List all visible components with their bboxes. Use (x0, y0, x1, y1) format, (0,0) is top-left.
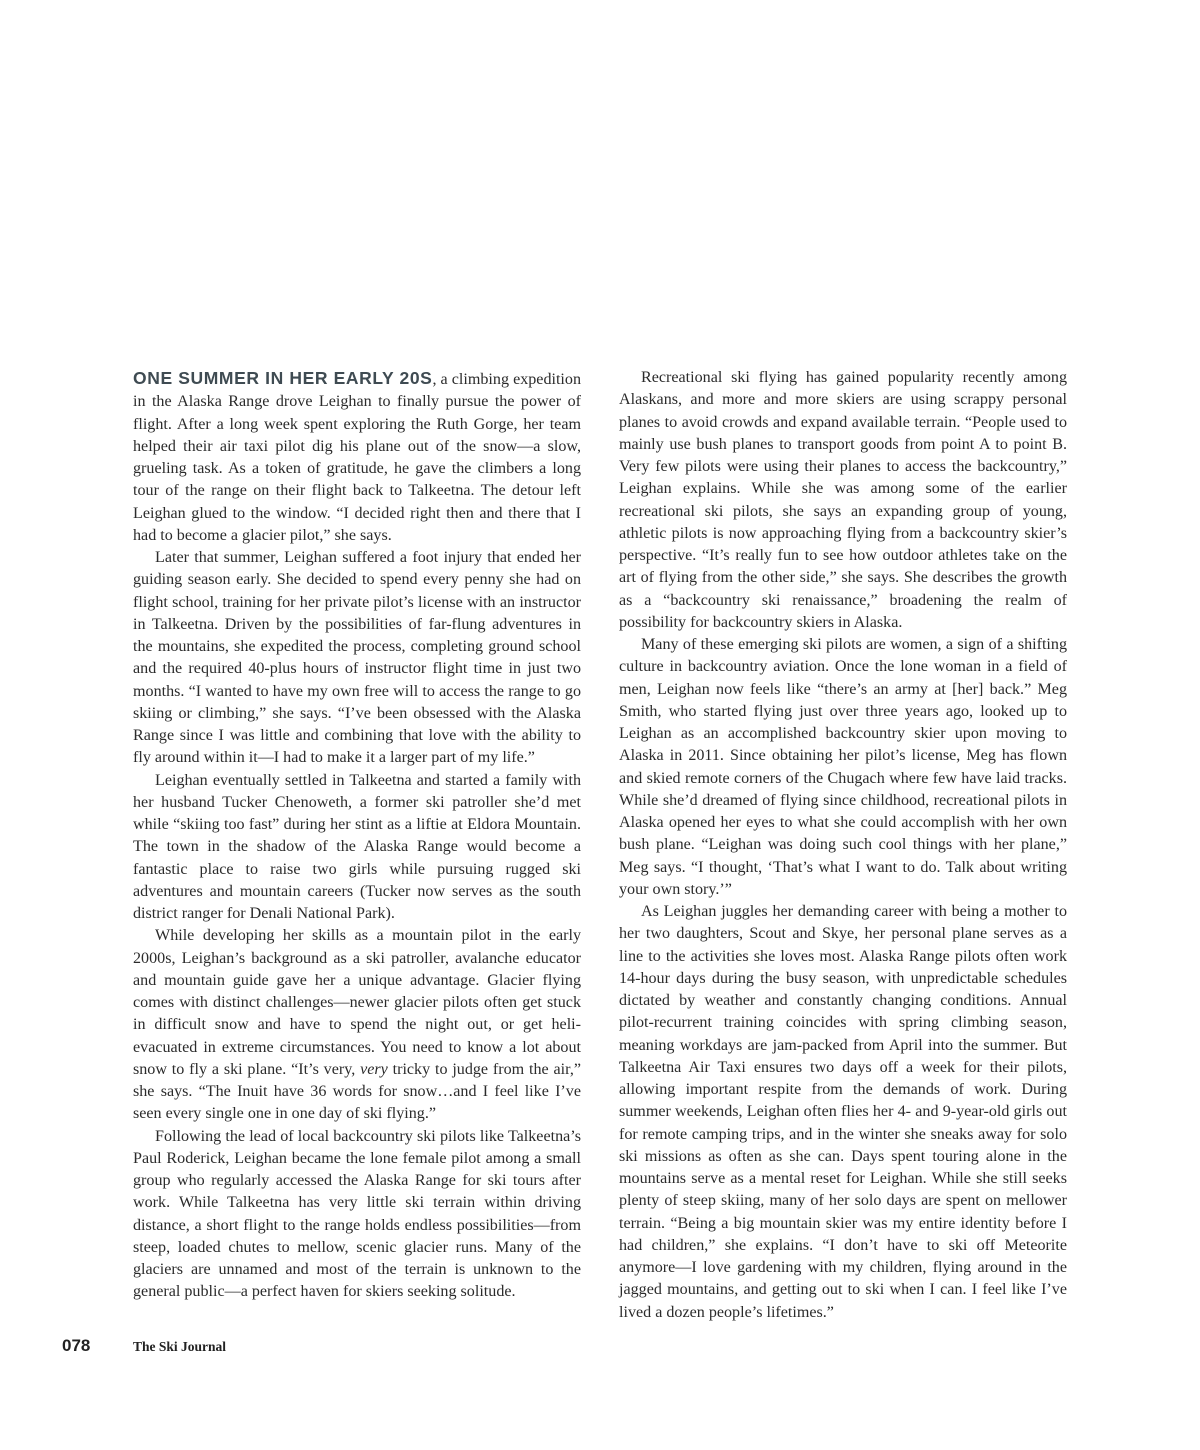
paragraph-text: tricky to judge from the air,” she says. “The Inuit have 36 words for snow…and I feel like I’ve seen every single one in one day of ski flying.” (133, 1060, 581, 1123)
paragraph-text: , a climbing expedition in the Alaska Range drove Leighan to finally pursue the power of flight. After a long week spent exploring the Ruth Gorge, her team helped their air taxi pilot dig his plane out of the snow—a slow, grueling task. As a token of gratitude, he gave the climbers a long tour of the range on their flight back to Talkeetna. The detour left Leighan glued to the window. “I decided right then and there that I had to become a glacier pilot,” she says. (133, 371, 581, 544)
article-paragraph (133, 925, 581, 1125)
emphasis-text: very (360, 1060, 388, 1078)
article-paragraph: Many of these emerging ski pilots are women, a sign of a shifting culture in backcountry aviation. Once the lone woman in a field of men, Leighan now feels like “there’s an army at [her] back.” Meg Smith, who started flying just over three years ago, looked up to Leighan as an accomplished backcountry skier upon moving to Alaska in 2011. Since obtaining her pilot’s license, Meg has flown and skied remote corners of the Chugach where few have laid tracks. While she’d dreamed of flying since childhood, recreational pilots in Alaska opened her eyes to what she could accomplish with her own bush plane. “Leighan was doing such cool things with her plane,” Meg says. “I thought, ‘That’s what I want to do. Talk about writing your own story.’” (619, 636, 1067, 898)
article-column-right (619, 367, 1067, 1324)
article-paragraph: Later that summer, Leighan suffered a foot injury that ended her guiding season early. She decided to spend every penny she had on flight school, training for her private pilot’s license with an instructor in Talkeetna. Driven by the possibilities of far-flung adventures in the mountains, she expedited the process, completing ground school and the required 40-plus hours of instructor flight time in just two months. “I wanted to have my own free will to access the range to go skiing or climbing,” she says. “I’ve been obsessed with the Alaska Range since I was little and combining that love with the ability to fly around within it—I had to make it a larger part of my life.” (133, 549, 581, 767)
page-footer (62, 1336, 226, 1360)
page-number: 078 (62, 1336, 91, 1355)
paragraph-text: While developing her skills as a mountain pilot in the early 2000s, Leighan’s background as a ski patroller, avalanche educator and mountain guide gave her a unique advantage. Glacier flying comes with distinct challenges—newer glacier pilots often get stuck in difficult snow and have to spend the night out, or get heli-evacuated in extreme circumstances. You need to know a lot about snow to fly a ski plane. “It’s very, (133, 927, 581, 1078)
article-column-left (133, 367, 581, 1304)
article-paragraph: Recreational ski flying has gained popularity recently among Alaskans, and more and more skiers are using scrappy personal planes to avoid crowds and expand available terrain. “People used to mainly use bush planes to transport goods from point A to point B. Very few pilots were using their planes to access the backcountry,” Leighan explains. While she was among some of the earlier recreational ski pilots, she says an expanding group of young, athletic pilots is now approaching flying from a backcountry skier’s perspective. “It’s really fun to see how outdoor athletes take on the art of flying from the other side,” she says. She describes the growth as a “backcountry ski renaissance,” broadening the realm of possibility for backcountry skiers in Alaska. (619, 369, 1067, 631)
article-paragraph: Leighan eventually settled in Talkeetna and started a family with her husband Tucker Chenoweth, a former ski patroller she’d met while “skiing too fast” during her stint as a liftie at Eldora Mountain. The town in the shadow of the Alaska Range would become a fantastic place to raise two girls while pursuing rugged ski adventures and mountain careers (Tucker now serves as the south district ranger for Denali National Park). (133, 771, 581, 922)
article-paragraph (133, 367, 581, 547)
article-paragraph: Following the lead of local backcountry ski pilots like Talkeetna’s Paul Roderick, Leighan became the lone female pilot among a small group who regularly accessed the Alaska Range for ski tours after work. While Talkeetna has very little ski terrain within driving distance, a short flight to the range holds endless possibilities—from steep, loaded chutes to mellow, scenic glacier runs. Many of the glaciers are unnamed and most of the terrain is unknown to the general public—a perfect haven for skiers seeking solitude. (133, 1127, 581, 1301)
lead-in-heading: ONE SUMMER IN HER EARLY 20S (133, 368, 433, 388)
article-paragraph: As Leighan juggles her demanding career with being a mother to her two daughters, Scout and Skye, her personal plane serves as a line to the activities she loves most. Alaska Range pilots often work 14-hour days during the busy season, with unpredictable schedules dictated by weather and constantly changing conditions. Annual pilot-recurrent training coincides with spring climbing season, meaning workdays are jam-packed from April into the summer. But Talkeetna Air Taxi ensures two days off a week for their pilots, allowing important respite from the demands of work. During summer weekends, Leighan often flies her 4- and 9-year-old girls out for remote camping trips, and in the winter she sneaks away for solo ski missions as often as she can. Days spent touring alone in the mountains serve as a mental reset for Leighan. While she still seeks plenty of steep skiing, many of her solo days are spent on mellower terrain. “Being a big mountain skier was my entire identity before I had children,” she explains. “I don’t have to ski off Meteorite anymore—I love gardening with my children, flying around in the jagged mountains, and getting out to ski when I can. I feel like I’ve lived a dozen people’s lifetimes.” (619, 903, 1067, 1321)
publication-name: The Ski Journal (133, 1339, 227, 1354)
